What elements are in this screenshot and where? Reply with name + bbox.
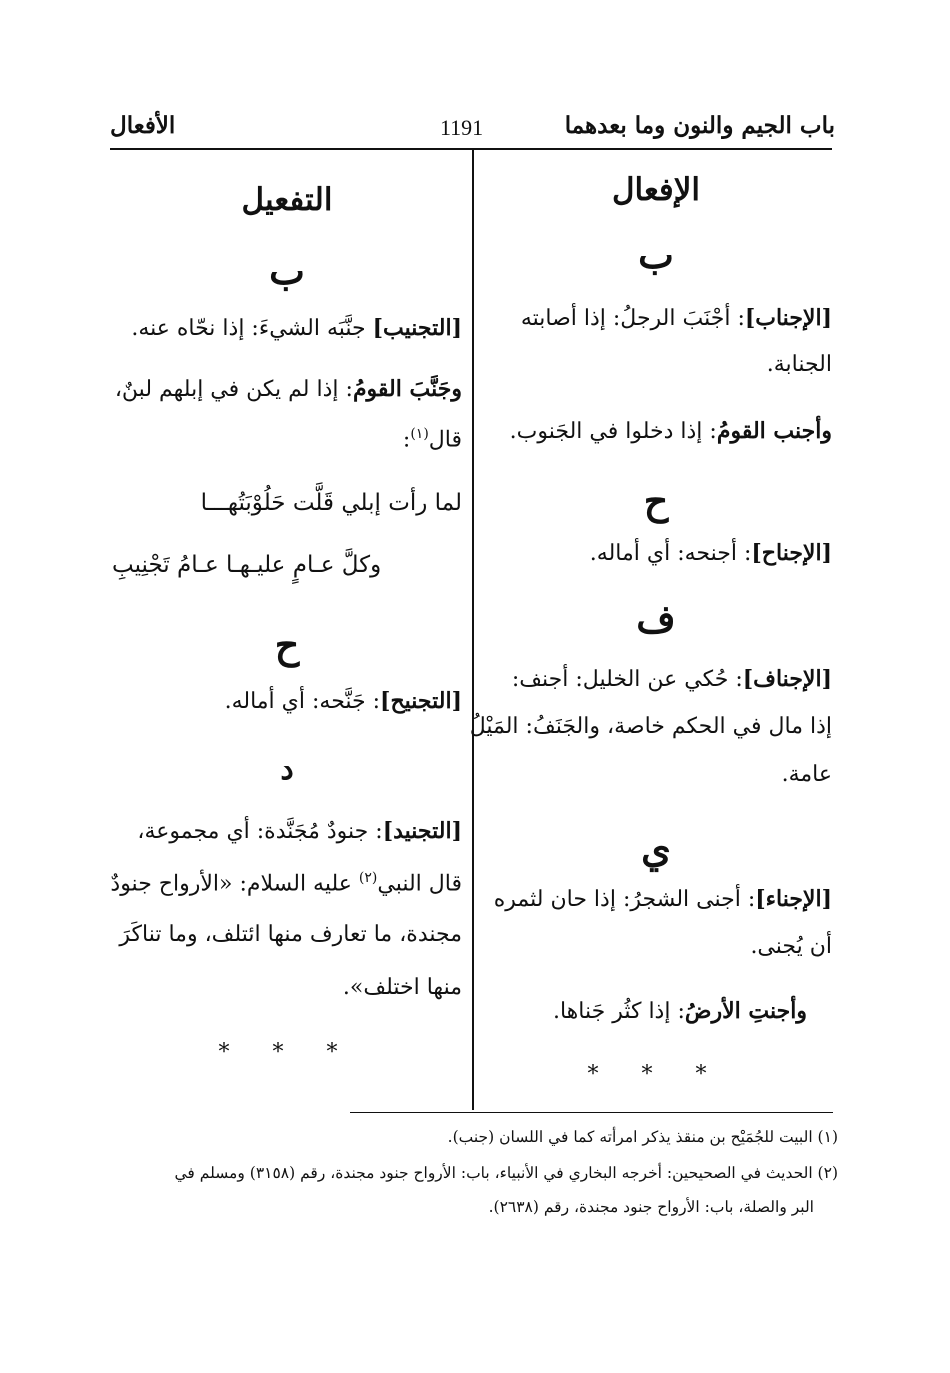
footnote-1: (١) البيت للجُمَيْح بن منقذ يذكر امرأته كما في اللسان (جنب). xyxy=(447,1128,838,1146)
section-end-stars: * * * xyxy=(218,1040,356,1065)
entry-ijnaf-cont: عامة. xyxy=(781,762,832,787)
entry-ijna-cont: أن يُجنى. xyxy=(750,934,832,959)
verse-intro xyxy=(403,426,462,452)
entry-text: : إذا لم يكن في إبلهم لبنٌ، xyxy=(114,377,353,402)
entry-text: : جَنَّحه: أي أماله. xyxy=(224,689,381,714)
entry-ajnab-qawm xyxy=(510,418,832,444)
entry-text: جنَّبَه الشيءَ: إذا نحّاه عنه. xyxy=(131,316,373,341)
entry-head: وأجنب القومُ xyxy=(716,418,832,444)
hadith-line-2: مجندة، ما تعارف منها ائتلف، وما تناكَرَ xyxy=(119,922,462,947)
entry-head: [الإجناح] xyxy=(751,540,832,566)
entry-text: : جنودٌ مُجَنَّدة: أي مجموعة، xyxy=(137,819,383,844)
entry-tajnid xyxy=(137,818,462,844)
letter-heading-ya: ي xyxy=(641,826,671,871)
footnote-ref-2: (٢) xyxy=(358,870,378,886)
entry-head: [التجنيح] xyxy=(380,688,462,714)
entry-head: وجَنَّبَ القومُ xyxy=(352,376,462,402)
verse-line-1: لما رأت إبلي قَلَّت حَلُوْبَتُهـــا xyxy=(200,490,462,516)
entry-head: [التجنيد] xyxy=(382,818,462,844)
section-end-stars: * * * xyxy=(587,1062,725,1087)
entry-text: : حُكي عن الخليل: أجنف: xyxy=(511,667,743,692)
entry-text: : أجنحه: أي أماله. xyxy=(589,541,752,566)
hadith-text: عليه السلام: «الأرواح جنودٌ xyxy=(110,871,359,897)
entry-ijnab xyxy=(521,305,832,331)
left-column-title: التفعيل xyxy=(241,182,333,218)
letter-heading-ha: ح xyxy=(643,478,669,523)
hadith-text: قال النبي xyxy=(377,871,462,897)
page-number: 1191 xyxy=(440,115,484,140)
footnote-ref-1: (١) xyxy=(410,426,429,442)
entry-ajnat xyxy=(553,998,807,1024)
right-column-title: الإفعال xyxy=(611,172,701,208)
entry-text: : إذا دخلوا في الجَنوب. xyxy=(509,419,717,444)
entry-text: : إذا كثُر جَناها. xyxy=(552,999,685,1024)
verse-intro-colon: : xyxy=(402,427,411,453)
entry-ijna xyxy=(494,886,832,912)
entry-head: [الإجناف] xyxy=(742,666,832,692)
letter-heading-ba: ب xyxy=(638,232,674,277)
left-column xyxy=(112,0,462,1100)
letter-heading-dal: د xyxy=(280,752,294,787)
verse-intro-word: قال xyxy=(428,427,462,453)
entry-text: : أجنى الشجرُ: إذا حان لثمره xyxy=(493,887,756,912)
entry-jannab xyxy=(115,376,462,402)
hadith-line-3: منها اختلف». xyxy=(342,975,462,1000)
hadith-line-1 xyxy=(110,870,462,896)
letter-heading-ba: ب xyxy=(269,248,305,293)
letter-heading-ha: ح xyxy=(274,622,300,667)
entry-head: [الإجناء] xyxy=(755,886,832,912)
entry-ijnaf-cont: إذا مال في الحكم خاصة، والجَنَفُ: المَيْلُ xyxy=(469,714,832,739)
letter-heading-fa: ف xyxy=(636,596,676,641)
footnote-2: (٢) الحديث في الصحيحين: أخرجه البخاري في الأنبياء، باب: الأرواح جنود مجندة، رقم (٣١٥٨) ومسلم في xyxy=(174,1164,838,1182)
entry-head: [التجنيب] xyxy=(372,315,462,341)
entry-ijnah xyxy=(590,540,832,566)
footnote-rule xyxy=(350,1112,833,1113)
right-column xyxy=(469,0,832,1100)
entry-text: : أجْنَبَ الرجلُ: إذا أصابته xyxy=(520,306,745,331)
entry-ijnaf xyxy=(512,666,832,692)
chapter-title: باب الجيم والنون وما بعدهما xyxy=(564,112,835,139)
entry-head: وأجنتِ الأرضُ xyxy=(684,998,807,1024)
footnote-2-cont: البر والصلة، باب: الأرواح جنود مجندة، رقم (٢٦٣٨). xyxy=(488,1198,814,1216)
section-title: الأفعال xyxy=(110,112,176,139)
entry-head: [الإجناب] xyxy=(744,305,832,331)
entry-tajnib xyxy=(131,315,462,341)
verse-line-2: وكلَّ عـامٍ عليـهـا عـامُ تَجْنِيبِ xyxy=(112,552,382,578)
column-divider xyxy=(472,150,474,1110)
entry-tajnih xyxy=(225,688,462,714)
entry-ijnab-cont: الجنابة. xyxy=(766,352,832,377)
